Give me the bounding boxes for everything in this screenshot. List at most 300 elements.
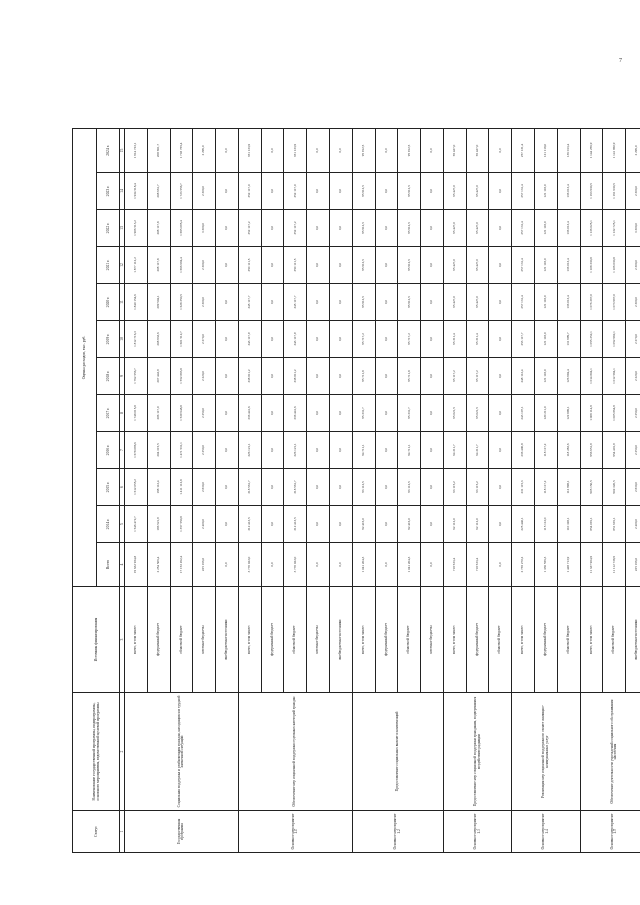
row-year-value: 95 717,2	[352, 321, 375, 358]
row-year-value: 115 112,0	[535, 506, 558, 543]
row-year-value: 95 717,2	[398, 321, 421, 358]
row-year-value: 1 678 096,6	[124, 432, 147, 469]
row-year-value: 2 270,0	[193, 321, 216, 358]
row-year-value: 851 691,1	[603, 506, 626, 543]
row-year-value: 208 661,7	[147, 128, 170, 172]
row-year-value: 1 141 960,9	[603, 128, 626, 172]
row-year-value: 118 117,2	[535, 432, 558, 469]
row-source: внебюджетные источники	[626, 587, 640, 693]
row-year-value: 204 315,5	[147, 432, 170, 469]
row-year-value: 186 521,9	[147, 506, 170, 543]
row-year-value: 1 877 112,2	[124, 247, 147, 284]
row-year-value: 95 711,8	[352, 358, 375, 395]
row-year-value: 1 161 630,5	[603, 173, 626, 210]
row-year-value: 338 811,2	[238, 358, 261, 395]
column-number: 13	[120, 210, 125, 247]
table-row	[512, 128, 535, 852]
row-year-value: 95 331,7	[398, 395, 421, 432]
row-year-value: 1 612 055,2	[124, 469, 147, 506]
row-year-value: 92 416,0	[352, 506, 375, 543]
row-year-value: 0,0	[421, 395, 444, 432]
header-total: Всего	[96, 543, 120, 587]
row-total-value: 225 166,0	[626, 543, 640, 587]
header-year: 2017 г.	[96, 395, 120, 432]
row-total-value: 0,0	[421, 543, 444, 587]
row-total-value: 718 533,4	[466, 543, 489, 587]
row-year-value: 0,0	[489, 321, 512, 358]
row-year-value: 64 211,7	[466, 432, 489, 469]
row-year-value: 208 117,8	[147, 247, 170, 284]
row-source: областной бюджет	[170, 587, 193, 693]
row-year-value: 1 812 716,3	[124, 321, 147, 358]
row-year-value: 0,0	[330, 469, 353, 506]
row-year-value: 121 118,0	[535, 247, 558, 284]
row-year-value: 95 331,7	[352, 395, 375, 432]
row-year-value: 1 914 723,1	[124, 128, 147, 172]
row-year-value: 65 117,2	[443, 358, 466, 395]
row-year-value: 956 651,9	[580, 432, 603, 469]
row-year-value: 257 131,4	[512, 128, 535, 172]
row-year-value: 95 912,5	[398, 128, 421, 172]
row-year-value: 336 441,6	[284, 395, 307, 432]
row-source: всего, в том числе:	[443, 587, 466, 693]
row-year-value: 0,0	[330, 173, 353, 210]
row-status: Основное мероприятие 1.5	[580, 811, 640, 853]
row-year-value: 2 250,0	[626, 395, 640, 432]
row-year-value: 62 112,0	[466, 506, 489, 543]
row-year-value: 0,0	[375, 432, 398, 469]
row-year-value: 110 328,1	[557, 506, 580, 543]
row-total-value: 1 041 204,3	[398, 543, 421, 587]
table-row	[238, 128, 261, 852]
row-year-value: 1 546 472,7	[124, 506, 147, 543]
row-source: федеральный бюджет	[375, 587, 398, 693]
row-year-value: 326 121,1	[238, 432, 261, 469]
row-total-value: 1 336 556,3	[535, 543, 558, 587]
row-year-value: 0,0	[489, 210, 512, 247]
row-total-value: 225 166,0	[193, 543, 216, 587]
row-total-value: 3 770 022,0	[238, 543, 261, 587]
row-year-value: 0,0	[421, 173, 444, 210]
row-year-value: 336 441,6	[238, 395, 261, 432]
row-year-value: 318 561,7	[238, 469, 261, 506]
row-year-value: 248 112,4	[512, 358, 535, 395]
row-total-value: 1 428 713,9	[557, 543, 580, 587]
row-year-value: 65 427,0	[466, 210, 489, 247]
row-year-value: 0,0	[421, 506, 444, 543]
column-number: 2	[120, 693, 125, 811]
row-total-value: 2 254 506,4	[147, 543, 170, 587]
row-year-value: 1 601 512,7	[170, 321, 193, 358]
row-year-value: 2 270,0	[626, 321, 640, 358]
expenditure-table	[72, 128, 640, 853]
row-source: всего, в том числе:	[238, 587, 261, 693]
row-year-value: 208 661,7	[147, 173, 170, 210]
row-year-value: 65 427,0	[443, 247, 466, 284]
row-status: Основное мероприятие 1.2	[352, 811, 443, 853]
row-year-value: 350 111,5	[284, 247, 307, 284]
row-year-value: 0,0	[307, 469, 330, 506]
table-row	[352, 128, 375, 852]
row-year-value: 0,0	[216, 358, 239, 395]
row-year-value: 338 811,2	[284, 358, 307, 395]
row-year-value: 0,0	[261, 321, 284, 358]
row-source: всего, в том числе:	[352, 587, 375, 693]
row-year-value: 0,0	[307, 321, 330, 358]
row-year-value: 0,0	[421, 247, 444, 284]
row-year-value: 1 108 330,8	[580, 247, 603, 284]
column-number: 11	[120, 284, 125, 321]
row-total-value: 11 112 738,9	[603, 543, 626, 587]
row-source: внебюджетные источники	[330, 587, 353, 693]
row-year-value: 112 998,1	[557, 469, 580, 506]
row-year-value: 0,0	[375, 128, 398, 172]
row-total-value: 0,0	[216, 543, 239, 587]
row-year-value: 0,0	[216, 210, 239, 247]
row-year-value: 207 442,9	[147, 358, 170, 395]
row-year-value: 121 118,0	[535, 173, 558, 210]
row-name: Обеспечение мер социальной поддержки отдельных категорий граждан	[238, 693, 352, 811]
row-name: Реализация мер социальной поддержки по оплате жилищно-коммунальных услуг	[512, 693, 580, 811]
row-year-value: 257 131,4	[512, 284, 535, 321]
row-year-value: 0,0	[375, 210, 398, 247]
row-year-value: 1 132 725,1	[603, 210, 626, 247]
row-year-value: 65 427,0	[466, 284, 489, 321]
row-year-value: 257 131,4	[512, 173, 535, 210]
row-year-value: 136 013,4	[557, 128, 580, 172]
column-number: 8	[120, 395, 125, 432]
row-year-value: 63 115,2	[443, 469, 466, 506]
row-year-value: 0,0	[261, 284, 284, 321]
row-year-value: 121 118,0	[535, 358, 558, 395]
column-number: 5	[120, 506, 125, 543]
row-year-value: 0,0	[307, 284, 330, 321]
row-name: Социальная поддержка и реабилитация граждан, находящихся в трудной жизненной ситуации	[124, 693, 238, 811]
table-row	[580, 128, 603, 852]
row-year-value: 0,0	[330, 395, 353, 432]
row-year-value: 0,0	[261, 506, 284, 543]
row-year-value: 95 912,5	[352, 128, 375, 172]
row-year-value: 95 912,5	[352, 284, 375, 321]
row-year-value: 2 300,0	[626, 247, 640, 284]
row-total-value: 11 337 904,9	[580, 543, 603, 587]
row-year-value: 0,0	[421, 358, 444, 395]
row-year-value: 1 076 297,0	[580, 284, 603, 321]
row-status: Основное мероприятие 1.4	[512, 811, 580, 853]
row-year-value: 0,0	[489, 469, 512, 506]
row-year-value: 0,0	[307, 128, 330, 172]
row-total-value: 718 533,4	[443, 543, 466, 587]
row-year-value: 902 320,5	[603, 469, 626, 506]
row-year-value: 92 416,0	[398, 506, 421, 543]
row-year-value: 1 840 154,6	[124, 284, 147, 321]
row-source: всего, в том числе:	[580, 587, 603, 693]
column-number: 14	[120, 173, 125, 210]
row-year-value: 1 666 694,4	[170, 247, 193, 284]
row-year-value: 1 762 556,7	[124, 358, 147, 395]
column-number: 15	[120, 128, 125, 172]
row-year-value: 209 504,1	[147, 284, 170, 321]
row-year-value: 95 912,5	[352, 247, 375, 284]
row-year-value: 65 427,0	[443, 284, 466, 321]
row-year-value: 65 427,0	[466, 128, 489, 172]
row-year-value: 0,0	[489, 128, 512, 172]
row-total-value: 17 153 262,4	[170, 543, 193, 587]
row-year-value: 352 117,2	[284, 210, 307, 247]
row-year-value: 2 296,0	[193, 128, 216, 172]
row-year-value: 0,0	[489, 432, 512, 469]
row-year-value: 0,0	[489, 506, 512, 543]
row-year-value: 136 013,4	[557, 284, 580, 321]
row-year-value: 65 311,4	[466, 321, 489, 358]
row-year-value: 0,0	[307, 358, 330, 395]
row-year-value: 231 115,3	[512, 469, 535, 506]
row-status: Основное мероприятие 1.3	[443, 811, 511, 853]
header-row	[73, 128, 97, 852]
row-year-value: 63 115,2	[466, 469, 489, 506]
row-year-value: 206 117,0	[147, 395, 170, 432]
row-year-value: 3 300,0	[193, 210, 216, 247]
row-total-value: 0,0	[375, 543, 398, 587]
row-year-value: 2 300,0	[626, 173, 640, 210]
row-year-value: 2 400,0	[626, 506, 640, 543]
row-year-value: 1 106 030,8	[603, 247, 626, 284]
row-year-value: 0,0	[375, 173, 398, 210]
row-year-value: 95 912,5	[352, 173, 375, 210]
row-year-value: 318 561,7	[284, 469, 307, 506]
row-year-value: 93 112,5	[352, 469, 375, 506]
row-year-value: 2 300,0	[193, 173, 216, 210]
row-source: областной бюджет	[557, 587, 580, 693]
row-source: федеральный бюджет	[261, 587, 284, 693]
row-year-value: 0,0	[216, 128, 239, 172]
row-year-value: 0,0	[421, 128, 444, 172]
row-year-value: 312 413,5	[238, 506, 261, 543]
row-year-value: 65 117,2	[466, 358, 489, 395]
row-year-value: 121 118,0	[535, 128, 558, 172]
row-year-value: 0,0	[330, 210, 353, 247]
row-year-value: 0,0	[489, 358, 512, 395]
row-year-value: 2 400,0	[193, 506, 216, 543]
row-year-value: 0,0	[375, 247, 398, 284]
row-year-value: 1 008 114,9	[580, 395, 603, 432]
row-year-value: 65 427,0	[443, 128, 466, 172]
row-year-value: 0,0	[307, 506, 330, 543]
row-year-value: 94 711,1	[398, 432, 421, 469]
row-year-value: 0,0	[421, 210, 444, 247]
row-year-value: 1 471 531,1	[170, 432, 193, 469]
row-year-value: 0,0	[375, 506, 398, 543]
row-year-value: 120 211,0	[535, 395, 558, 432]
row-year-value: 65 021,5	[443, 395, 466, 432]
row-year-value: 351 133,9	[284, 128, 307, 172]
row-year-value: 121 118,0	[535, 284, 558, 321]
row-year-value: 225 440,1	[512, 506, 535, 543]
row-year-value: 64 211,7	[443, 432, 466, 469]
row-total-value: 1 041 204,3	[352, 543, 375, 587]
row-year-value: 1 136 025,1	[580, 210, 603, 247]
row-year-value: 136 013,4	[557, 173, 580, 210]
row-source: местные бюджеты	[307, 587, 330, 693]
row-year-value: 0,0	[307, 395, 330, 432]
row-year-value: 1 163 930,5	[580, 173, 603, 210]
row-year-value: 1 005 864,9	[603, 395, 626, 432]
row-year-value: 0,0	[421, 432, 444, 469]
row-year-value: 0,0	[330, 358, 353, 395]
header-source: Источник финансирования	[73, 587, 120, 693]
row-year-value: 0,0	[489, 247, 512, 284]
row-year-value: 2 250,0	[626, 432, 640, 469]
row-year-value: 0,0	[330, 506, 353, 543]
row-total-value: 19 632 934,8	[124, 543, 147, 587]
row-year-value: 243 107,1	[512, 395, 535, 432]
row-year-value: 95 912,5	[398, 210, 421, 247]
row-year-value: 312 413,5	[284, 506, 307, 543]
row-year-value: 62 112,0	[443, 506, 466, 543]
row-year-value: 2 300,0	[193, 247, 216, 284]
header-year: 2020 г.	[96, 284, 120, 321]
row-year-value: 0,0	[261, 247, 284, 284]
row-source: местные бюджеты	[421, 587, 444, 693]
row-year-value: 854 091,1	[580, 506, 603, 543]
row-year-value: 0,0	[216, 247, 239, 284]
header-year: 2023 г.	[96, 173, 120, 210]
row-year-value: 0,0	[261, 469, 284, 506]
row-year-value: 2 830,0	[193, 469, 216, 506]
row-year-value: 0,0	[261, 395, 284, 432]
row-year-value: 0,0	[261, 173, 284, 210]
row-total-value: 0,0	[489, 543, 512, 587]
row-year-value: 0,0	[330, 432, 353, 469]
row-year-value: 0,0	[330, 284, 353, 321]
row-year-value: 95 912,5	[398, 247, 421, 284]
row-year-value: 121 118,0	[535, 321, 558, 358]
row-year-value: 95 912,5	[398, 173, 421, 210]
row-year-value: 0,0	[307, 210, 330, 247]
page-number: 7	[619, 58, 622, 64]
row-year-value: 1 695 095,4	[170, 210, 193, 247]
row-year-value: 0,0	[216, 432, 239, 469]
row-year-value: 0,0	[330, 321, 353, 358]
row-year-value: 0,0	[261, 358, 284, 395]
row-source: областной бюджет	[489, 587, 512, 693]
row-year-value: 0,0	[261, 432, 284, 469]
column-number: 10	[120, 321, 125, 358]
column-number: 12	[120, 247, 125, 284]
row-year-value: 0,0	[216, 173, 239, 210]
row-year-value: 0,0	[216, 284, 239, 321]
row-year-value: 0,0	[489, 284, 512, 321]
row-year-value: 0,0	[375, 284, 398, 321]
row-source: областной бюджет	[284, 587, 307, 693]
row-year-value: 343 117,9	[284, 321, 307, 358]
row-year-value: 65 427,0	[443, 173, 466, 210]
row-year-value: 1 628 350,5	[170, 284, 193, 321]
header-year: 2018 г.	[96, 358, 120, 395]
row-source: внебюджетные источники	[216, 587, 239, 693]
row-year-value: 3 300,0	[626, 210, 640, 247]
row-year-value: 0,0	[307, 247, 330, 284]
row-year-value: 131 999,7	[557, 321, 580, 358]
row-year-value: 65 021,5	[466, 395, 489, 432]
row-year-value: 2 220,0	[193, 358, 216, 395]
row-year-value: 0,0	[261, 128, 284, 172]
row-year-value: 2 300,0	[626, 284, 640, 321]
row-total-value: 0,0	[261, 543, 284, 587]
table-row	[124, 128, 147, 852]
row-year-value: 257 131,4	[512, 247, 535, 284]
row-year-value: 136 013,4	[557, 210, 580, 247]
row-source: федеральный бюджет	[466, 587, 489, 693]
header-year: 2016 г.	[96, 432, 120, 469]
column-number: 9	[120, 358, 125, 395]
row-year-value: 954 401,9	[603, 432, 626, 469]
row-year-value: 198 112,4	[147, 469, 170, 506]
row-year-value: 1 539 648,8	[170, 395, 193, 432]
header-year: 2019 г.	[96, 321, 120, 358]
row-year-value: 253 117,7	[512, 321, 535, 358]
row-year-value: 0,0	[330, 128, 353, 172]
row-year-value: 352 117,2	[238, 210, 261, 247]
row-year-value: 65 427,0	[466, 173, 489, 210]
row-year-value: 65 311,4	[443, 321, 466, 358]
row-year-value: 343 117,9	[238, 321, 261, 358]
row-year-value: 126 994,4	[557, 358, 580, 395]
row-year-value: 122 896,1	[557, 395, 580, 432]
row-name: Предоставление социальных выплат и компенсаций	[352, 693, 443, 811]
row-year-value: 345 117,7	[238, 284, 261, 321]
row-source: федеральный бюджет	[535, 587, 558, 693]
row-status: Основное мероприятие 1.1	[238, 811, 352, 853]
row-source: федеральный бюджет	[147, 587, 170, 693]
header-status: Статус	[73, 811, 120, 853]
row-year-value: 0,0	[216, 321, 239, 358]
row-year-value: 95 711,8	[398, 358, 421, 395]
row-year-value: 352 117,0	[284, 173, 307, 210]
row-year-value: 0,0	[375, 321, 398, 358]
row-year-value: 352 117,0	[238, 173, 261, 210]
row-year-value: 0,0	[216, 506, 239, 543]
row-year-value: 905 150,5	[580, 469, 603, 506]
row-total-value: 0,0	[330, 543, 353, 587]
row-year-value: 1 552 893,8	[170, 358, 193, 395]
row-total-value: 3 770 022,0	[284, 543, 307, 587]
row-year-value: 2 300,0	[193, 284, 216, 321]
row-year-value: 2 220,0	[626, 358, 640, 395]
row-year-value: 0,0	[216, 469, 239, 506]
column-number: 1	[120, 811, 125, 853]
row-year-value: 95 912,5	[352, 210, 375, 247]
row-name: Обеспечение деятельности учреждений социального обслуживания населения	[580, 693, 640, 811]
header-year: 2021 г.	[96, 247, 120, 284]
row-year-value: 208 117,8	[147, 210, 170, 247]
row-year-value: 95 912,5	[398, 284, 421, 321]
row-total-value: 2 765 270,2	[512, 543, 535, 587]
row-year-value: 0,0	[216, 395, 239, 432]
row-year-value: 1 052 982,1	[603, 321, 626, 358]
row-year-value: 1 906 513,2	[124, 210, 147, 247]
row-year-value: 2 250,0	[193, 395, 216, 432]
row-year-value: 2 296,0	[626, 128, 640, 172]
table-row	[443, 128, 466, 852]
row-total-value: 0,0	[307, 543, 330, 587]
row-year-value: 1 073 997,0	[603, 284, 626, 321]
row-year-value: 1 411 112,8	[170, 469, 193, 506]
row-year-value: 326 121,1	[284, 432, 307, 469]
row-year-value: 0,0	[421, 284, 444, 321]
row-year-value: 236 400,8	[512, 432, 535, 469]
column-number: 3	[120, 587, 125, 693]
